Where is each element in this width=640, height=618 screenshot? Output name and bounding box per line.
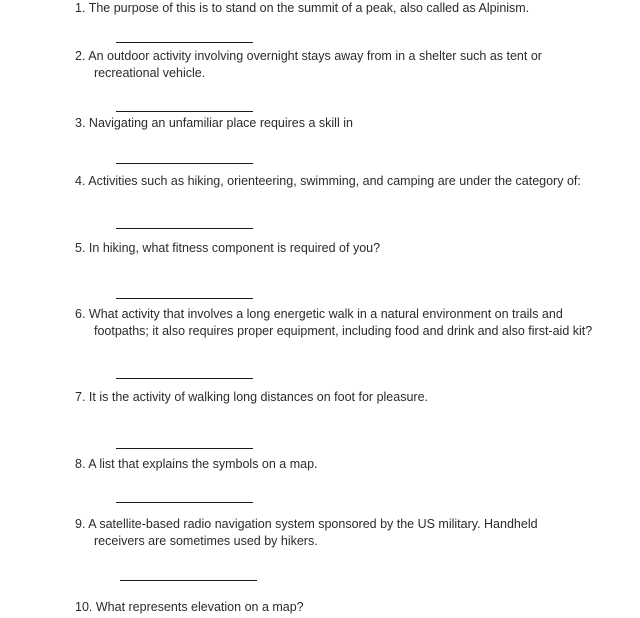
question-number: 3. [75,116,86,130]
answer-blank-2[interactable] [116,111,253,112]
question-text: What activity that involves a long energetic walk in a natural environment on trails and [88,307,563,321]
question-1 [75,0,625,17]
question-number: 9. [75,517,86,531]
question-number: 5. [75,241,86,255]
question-number: 1. [75,1,86,15]
question-4 [75,173,625,190]
answer-blank-7[interactable] [116,448,253,449]
question-3 [75,115,625,132]
question-number: 2. [75,49,86,63]
question-text: What represents elevation on a map? [95,600,304,614]
question-number: 10. [75,600,93,614]
question-text: Activities such as hiking, orienteering, swimming, and camping are under the category of: [88,174,581,188]
question-9 [75,516,625,550]
question-text-continued: recreational vehicle. [94,66,206,80]
question-text-continued: receivers are sometimes used by hikers. [94,534,318,548]
answer-blank-4[interactable] [116,228,253,229]
question-text: A list that explains the symbols on a map. [88,457,318,471]
answer-blank-6[interactable] [116,378,253,379]
question-2 [75,48,625,82]
question-text: An outdoor activity involving overnight stays away from in a shelter such as tent or [88,49,542,63]
question-number: 7. [75,390,86,404]
question-number: 6. [75,307,86,321]
question-10 [75,599,625,616]
answer-blank-1[interactable] [116,42,253,43]
question-text-continued: footpaths; it also requires proper equipment, including food and drink and also first-aid kit? [94,324,593,338]
question-8 [75,456,625,473]
question-6 [75,306,625,340]
question-text: It is the activity of walking long distances on foot for pleasure. [88,390,428,404]
question-text: A satellite-based radio navigation system sponsored by the US military. Handheld [88,517,538,531]
answer-blank-8[interactable] [116,502,253,503]
question-text: The purpose of this is to stand on the summit of a peak, also called as Alpinism. [88,1,530,15]
question-5 [75,240,625,257]
question-number: 4. [75,174,86,188]
answer-blank-5[interactable] [116,298,253,299]
answer-blank-3[interactable] [116,163,253,164]
question-text: Navigating an unfamiliar place requires a skill in [88,116,353,130]
question-number: 8. [75,457,86,471]
question-7 [75,389,625,406]
question-text: In hiking, what fitness component is required of you? [88,241,381,255]
answer-blank-9[interactable] [120,580,257,581]
